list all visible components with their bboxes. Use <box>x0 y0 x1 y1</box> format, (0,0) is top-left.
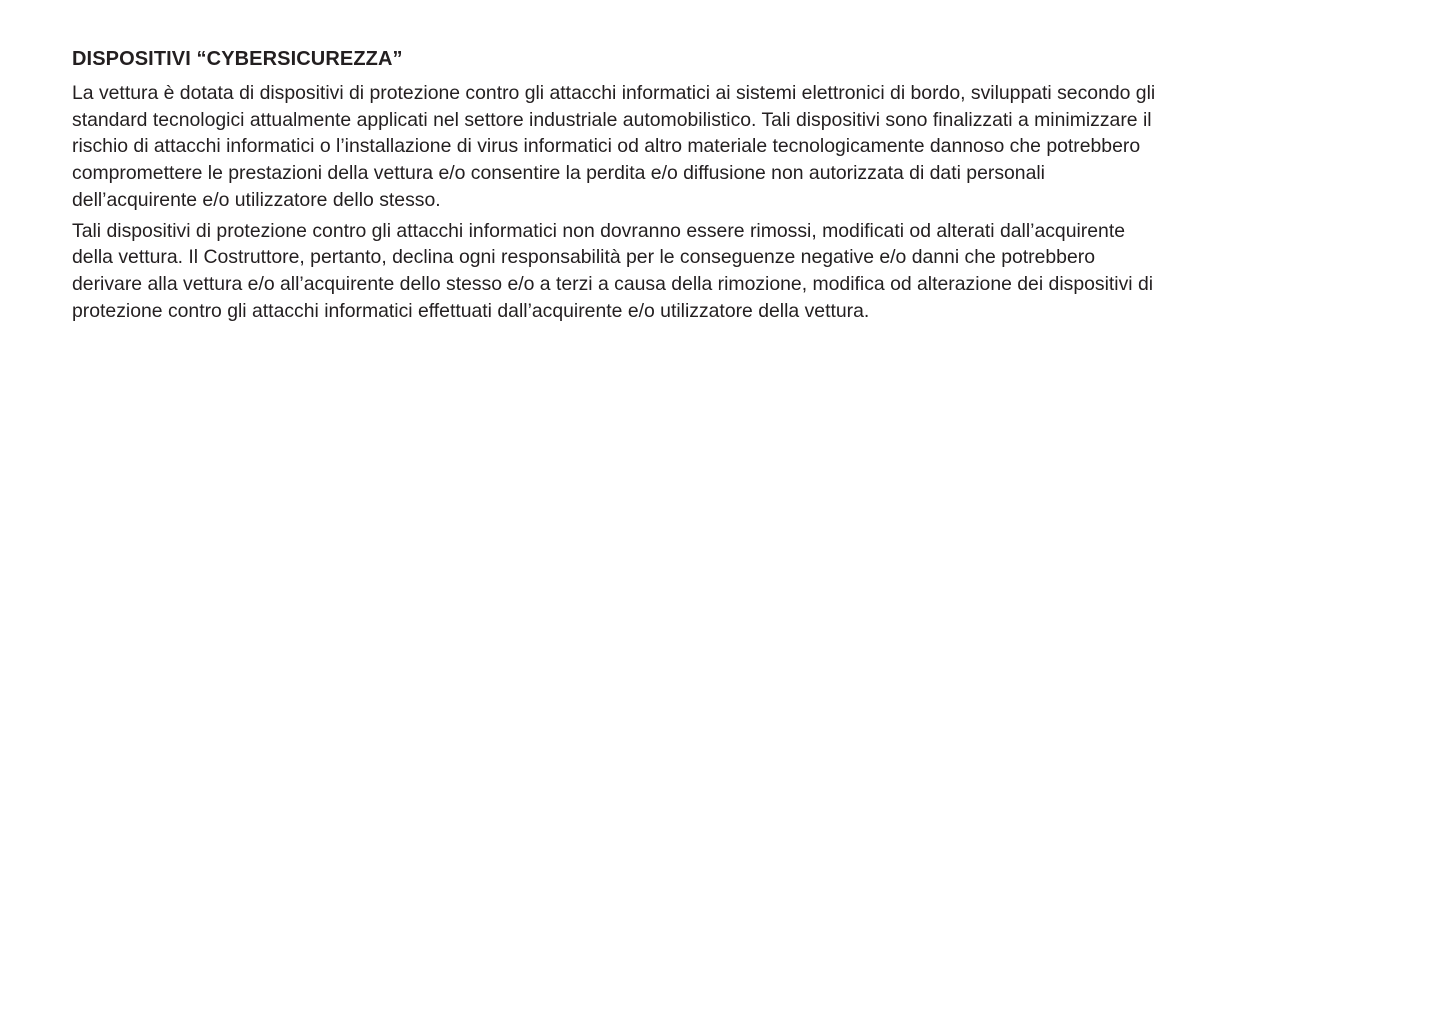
paragraph-line: rischio di attacchi informatici o l’installazione di virus informatici od altro materiale tecnologicamente dannoso che potrebbero <box>72 135 1141 158</box>
paragraph-line: della vettura. Il Costruttore, pertanto, declina ogni responsabilità per le conseguenze negative e/o danni che potrebbero <box>72 246 1095 269</box>
paragraph-1 <box>72 80 1272 214</box>
paragraph-line: standard tecnologici attualmente applicati nel settore industriale automobilistico. Tali dispositivi sono finalizzati a minimizzare il <box>72 108 1152 131</box>
paragraph-line: La vettura è dotata di dispositivi di protezione contro gli attacchi informatici ai sistemi elettronici di bordo, sviluppati secondo gli <box>72 82 1156 104</box>
paragraph-line: protezione contro gli attacchi informatici effettuati dall’acquirente e/o utilizzatore della vettura. <box>72 299 870 322</box>
document-page <box>72 44 1272 328</box>
paragraph-line: compromettere le prestazioni della vettura e/o consentire la perdita e/o diffusione non autorizzata di dati personali <box>72 162 1045 185</box>
paragraph-2 <box>72 218 1272 325</box>
paragraph-line: Tali dispositivi di protezione contro gli attacchi informatici non dovranno essere rimossi, modificati od alterati dall’acquirente <box>72 219 1125 242</box>
section-heading: DISPOSITIVI “CYBERSICUREZZA” <box>72 48 403 70</box>
paragraph-line: derivare alla vettura e/o all’acquirente dello stesso e/o a terzi a causa della rimozione, modifica od alterazione dei dispositivi di <box>72 272 1154 295</box>
paragraph-line: dell’acquirente e/o utilizzatore dello stesso. <box>72 188 441 211</box>
